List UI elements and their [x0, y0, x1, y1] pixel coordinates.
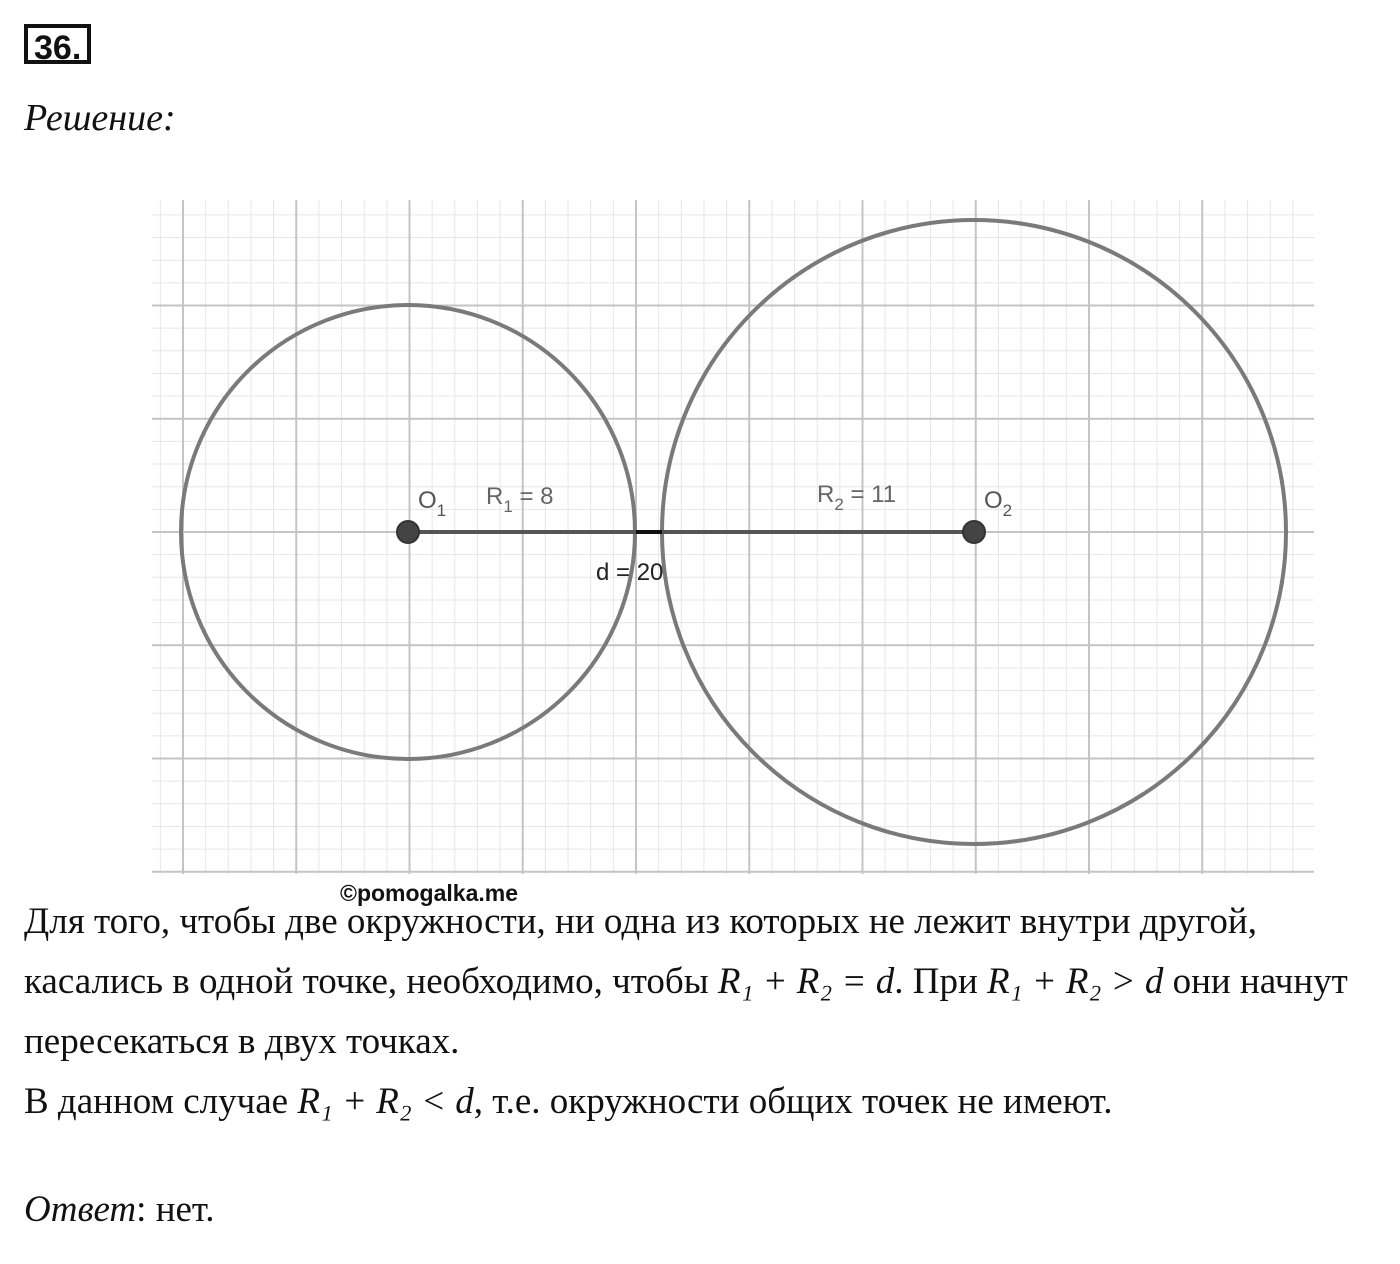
answer-value: нет. [146, 1189, 215, 1230]
label-distance: d = 20 [596, 559, 664, 586]
formula-equal: R₁ + R₂ = d [717, 961, 895, 1002]
label-r2: $R_2 = 11$ [817, 481, 897, 514]
paragraph-2: В данном случае R₁ + R₂ < d, т.е. окружности общих точек не имеют. [24, 1081, 1113, 1122]
label-o1: $O_1$ [418, 487, 447, 520]
task-number: 36. [24, 24, 91, 64]
grid-minor-lines [152, 200, 1314, 874]
solution-text [24, 892, 1394, 1132]
formula-less: R₁ + R₂ < d [297, 1081, 474, 1122]
solution-label-colon: : [162, 97, 176, 139]
formula-greater: R₁ + R₂ > d [987, 961, 1164, 1002]
center-point-o1 [397, 521, 419, 543]
circles-diagram [148, 196, 1318, 886]
solution-label-text: Решение [24, 97, 163, 139]
answer: Ответ: нет. [24, 1189, 215, 1230]
label-r1: $R_1 = 8$ [486, 483, 554, 516]
answer-label: Ответ [24, 1189, 137, 1230]
center-point-o2 [963, 521, 985, 543]
grid-major-lines [152, 200, 1314, 874]
paragraph-1: Для того, чтобы две окружности, ни одна из которых не лежит внутри другой, касались в одной точке, необходимо, чтобы R₁ + R₂ = d. При R₁ + R₂ > d они начнут пересекаться в двух точках. [24, 901, 1348, 1062]
label-o2: $O_2$ [984, 487, 1013, 520]
solution-label [24, 96, 176, 140]
watermark: ©pomogalka.me [340, 880, 518, 906]
